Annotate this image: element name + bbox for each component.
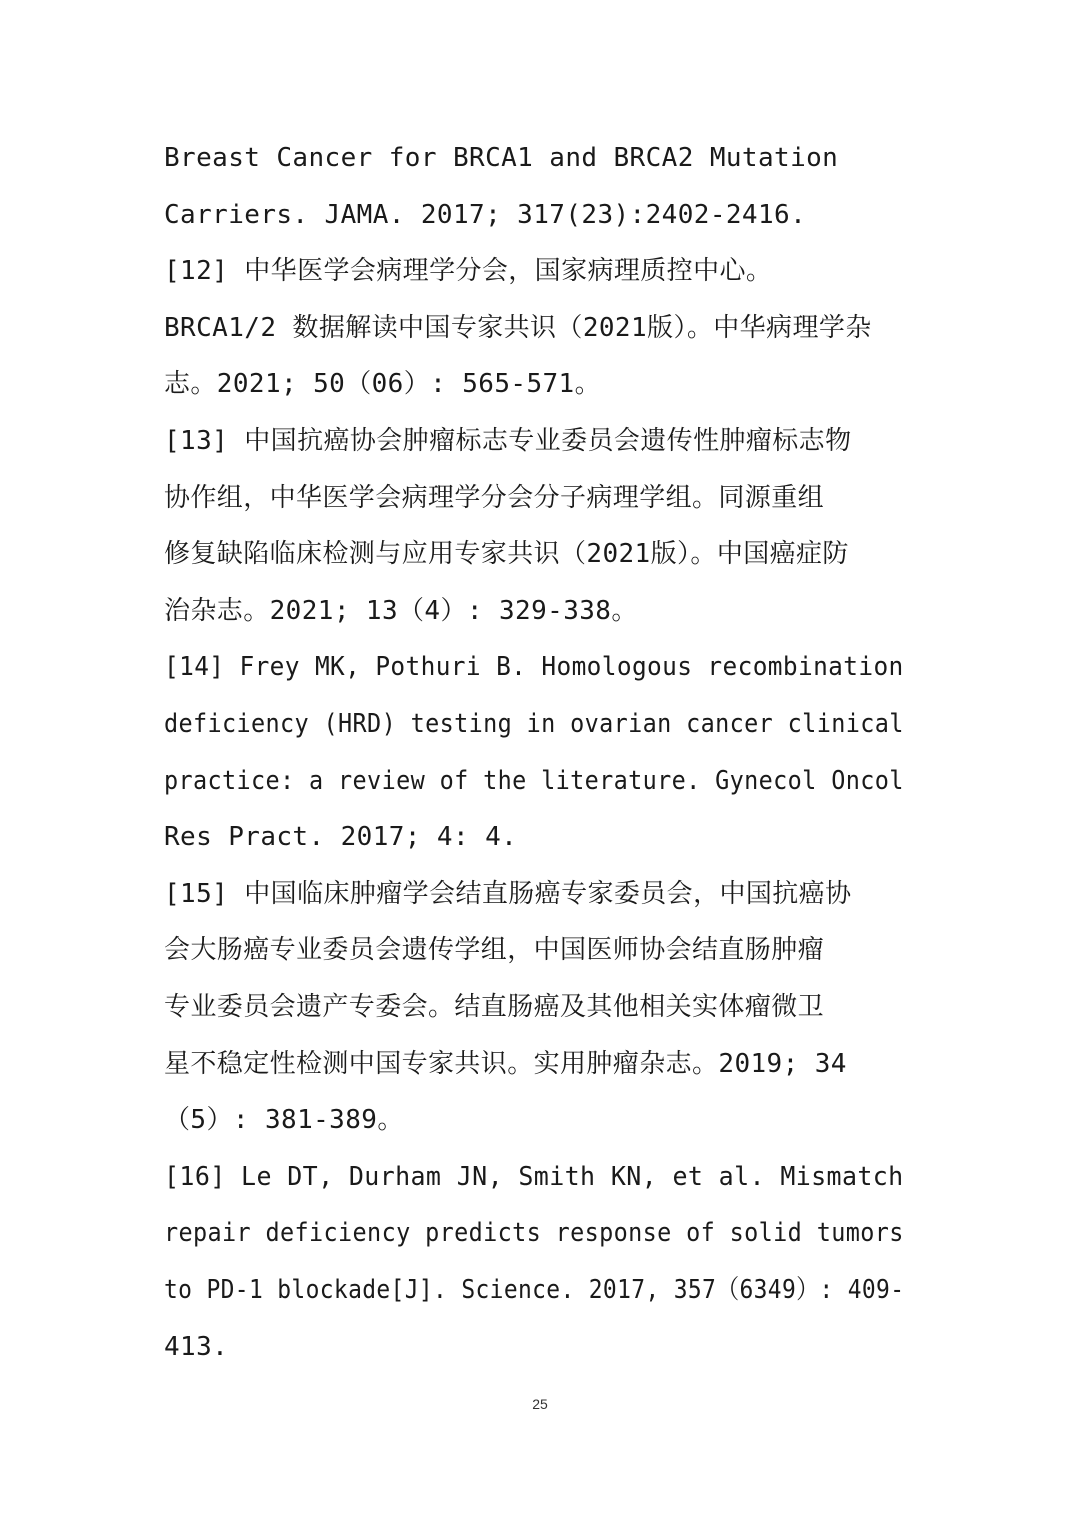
reference-line: Res Pract. 2017; 4: 4. — [164, 822, 518, 853]
reference-line: 专业委员会遗产专委会。结直肠癌及其他相关实体瘤微卫 — [164, 992, 825, 1022]
reference-line: deficiency (HRD) testing in ovarian cancer clinical — [164, 709, 904, 739]
reference-line: [13] 中国抗癌协会肿瘤标志专业委员会遗传性肿瘤标志物 — [164, 426, 852, 456]
reference-line: practice: a review of the literature. Gynecol Oncol — [164, 765, 904, 796]
reference-line: 修复缺陷临床检测与应用专家共识（2021版）。中国癌症防 — [164, 539, 849, 570]
reference-line: [14] Frey MK, Pothuri B. Homologous recombination — [164, 652, 904, 683]
reference-line: Carriers. JAMA. 2017; 317(23):2402-2416. — [164, 199, 807, 230]
reference-line: [16] Le DT, Durham JN, Smith KN, et al. Mismatch — [164, 1161, 904, 1192]
reference-line: （5）: 381-389。 — [164, 1105, 404, 1136]
reference-line: Breast Cancer for BRCA1 and BRCA2 Mutation — [164, 143, 839, 173]
reference-line: 治杂志。2021; 13（4）: 329-338。 — [164, 595, 638, 626]
reference-line: 志。2021; 50（06）: 565-571。 — [164, 369, 602, 400]
reference-line: BRCA1/2 数据解读中国专家共识（2021版）。中华病理学杂 — [164, 312, 872, 343]
reference-line: 会大肠癌专业委员会遗传学组，中国医师协会结直肠肿瘤 — [164, 935, 825, 966]
reference-line: 413. — [164, 1331, 229, 1362]
reference-line: [12] 中华医学会病理学分会，国家病理质控中心。 — [164, 256, 773, 287]
reference-line: [15] 中国临床肿瘤学会结直肠癌专家委员会，中国抗癌协 — [164, 878, 852, 909]
page-number: 25 — [532, 1396, 548, 1412]
reference-line: repair deficiency predicts response of solid tumors — [164, 1218, 904, 1249]
reference-line: 协作组，中华医学会病理学分会分子病理学组。同源重组 — [164, 482, 825, 513]
reference-line: to PD-1 blockade[J]. Science. 2017, 357（6349）: 409- — [164, 1275, 905, 1305]
reference-line: 星不稳定性检测中国专家共识。实用肿瘤杂志。2019; 34 — [164, 1048, 847, 1079]
